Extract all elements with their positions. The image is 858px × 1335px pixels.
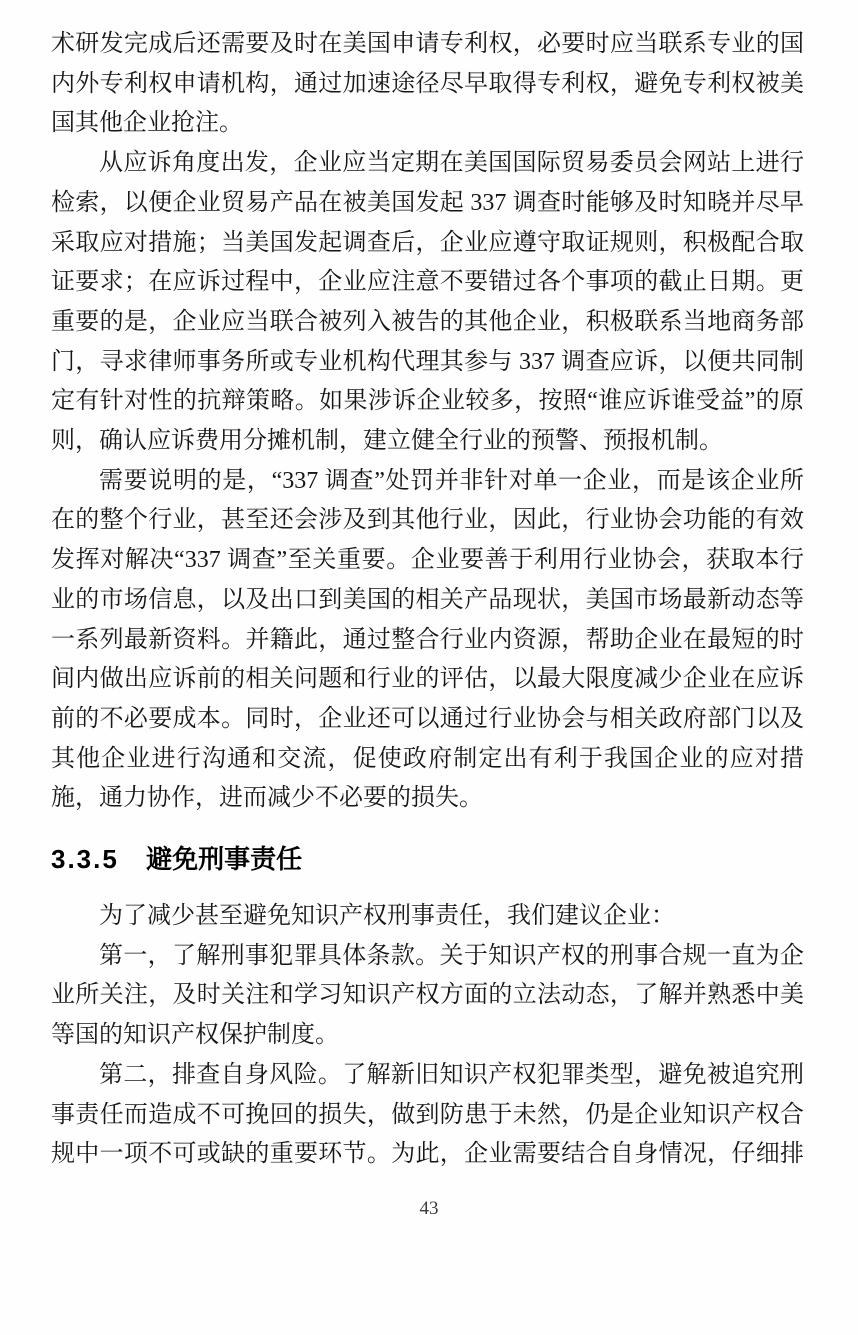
paragraph-recommendation-second: 第二，排查自身风险。了解新旧知识产权犯罪类型，避免被追究刑事责任而造成不可挽回的损失，做到防患于未然，仍是企业知识产权合规中一项不可或缺的重要环节。为此，企业需要结合自身情况，仔细排 <box>51 1061 804 1168</box>
paragraph-337-response-strategy: 从应诉角度出发，企业应当定期在美国国际贸易委员会网站上进行检索，以便企业贸易产品在被美国发起 337 调查时能够及时知晓并尽早采取应对措施；当美国发起调查后，企业应遵守取证规则，积极配合取证要求；在应诉过程中，企业应注意不要错过各个事项的截止日期。更重要的是，企业应当联合被列入被告的其他企业，积极联系当地商务部门，寻求律师事务所或专业机构代理其参与 337 调查应诉，以便共同制定有针对性的抗辩策略。如果涉诉企业较多，按照“谁应诉谁受益”的原则，确认应诉费用分摊机制，建立健全行业的预警、预报机制。 <box>51 150 804 455</box>
paragraph-industry-association: 需要说明的是，“337 调查”处罚并非针对单一企业，而是该企业所在的整个行业，甚至还会涉及到其他行业，因此，行业协会功能的有效发挥对解决“337 调查”至关重要。企业要善于利用行业协会，获取本行业的市场信息，以及出口到美国的相关产品现状，美国市场最新动态等一系列最新资料。并籍此，通过整合行业内资源，帮助企业在最短的时间内做出应诉前的相关问题和行业的评估，以最大限度减少企业在应诉前的不必要成本。同时，企业还可以通过行业协会与相关政府部门以及其他企业进行沟通和交流，促使政府制定出有利于我国企业的应对措施，通力协作，进而减少不必要的损失。 <box>51 467 804 812</box>
paragraph-recommendation-first: 第一，了解刑事犯罪具体条款。关于知识产权的刑事合规一直为企业所关注，及时关注和学习知识产权方面的立法动态，了解并熟悉中美等国的知识产权保护制度。 <box>51 942 804 1049</box>
paragraph-patent-application-continuation: 术研发完成后还需要及时在美国申请专利权，必要时应当联系专业的国内外专利权申请机构，通过加速途径尽早取得专利权，避免专利权被美国其他企业抢注。 <box>51 31 804 137</box>
page-body <box>51 25 804 1175</box>
page-number: 43 <box>419 1198 439 1219</box>
section-title: 避免刑事责任 <box>146 844 303 875</box>
section-heading <box>51 839 804 879</box>
section-number: 3.3.5 <box>51 844 119 875</box>
paragraph-recommendation-intro: 为了减少甚至避免知识产权刑事责任，我们建议企业： <box>99 903 675 930</box>
